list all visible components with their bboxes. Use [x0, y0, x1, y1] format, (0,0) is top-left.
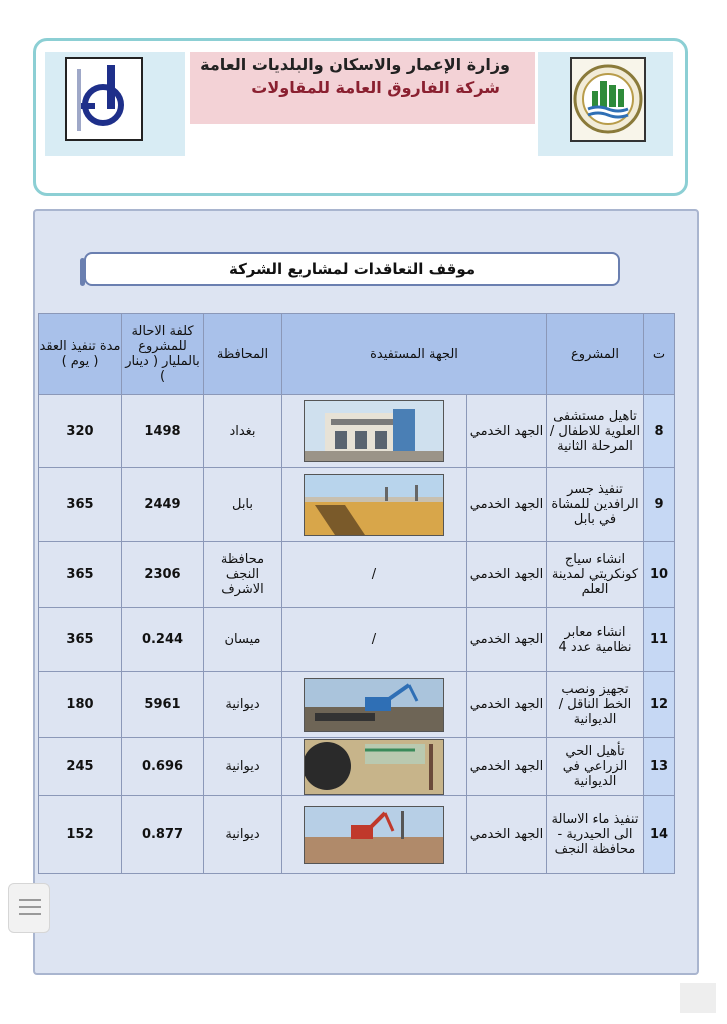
bridge-site-photo-image — [305, 475, 443, 535]
table-row — [39, 542, 675, 608]
company-name: شركة الفاروق العامة للمقاولات — [251, 78, 500, 97]
table-row — [39, 608, 675, 672]
excavator-photo-image — [305, 679, 443, 731]
index-cell: 9 — [644, 468, 675, 542]
duration-cell: 180 — [39, 672, 122, 738]
cost-cell: 2306 — [122, 542, 204, 608]
col-cost: كلفة الاحالة للمشروع بالمليار ( دينار ) — [122, 314, 204, 395]
governorate-cell: ديوانية — [204, 672, 282, 738]
table-row — [39, 738, 675, 796]
beneficiary-cell: الجهد الخدمي — [467, 395, 547, 468]
project-cell: تاهيل مستشفى العلوية للاطفال / المرحلة الثانية — [547, 395, 644, 468]
governorate-cell: بابل — [204, 468, 282, 542]
title-accent-bar — [80, 258, 85, 286]
photo-cell: / — [282, 542, 467, 608]
ministry-logo-icon — [572, 59, 644, 140]
pipes-photo-image — [305, 740, 443, 794]
col-project: المشروع — [547, 314, 644, 395]
photo-cell — [282, 395, 467, 468]
governorate-cell: ديوانية — [204, 738, 282, 796]
building-photo — [304, 400, 444, 462]
beneficiary-cell: الجهد الخدمي — [467, 608, 547, 672]
digger-photo — [304, 806, 444, 864]
col-index: ت — [644, 314, 675, 395]
photo-cell — [282, 796, 467, 874]
index-cell: 8 — [644, 395, 675, 468]
company-logo-icon — [67, 59, 141, 139]
col-beneficiary: الجهة المستفيدة — [282, 314, 547, 395]
col-governorate: المحافظة — [204, 314, 282, 395]
menu-icon-line — [19, 913, 41, 915]
cost-cell: 2449 — [122, 468, 204, 542]
excavator-photo — [304, 678, 444, 732]
table-header-row — [39, 314, 675, 395]
digger-photo-image — [305, 807, 443, 863]
project-cell: تجهيز ونصب الخط الناقل / الديوانية — [547, 672, 644, 738]
index-cell: 13 — [644, 738, 675, 796]
section-title-box — [84, 252, 620, 286]
menu-icon-line — [19, 906, 41, 908]
page-corner — [680, 983, 716, 1013]
photo-cell — [282, 468, 467, 542]
duration-cell: 365 — [39, 542, 122, 608]
project-cell: تنفيذ جسر الرافدين للمشاة في بابل — [547, 468, 644, 542]
duration-cell: 320 — [39, 395, 122, 468]
index-cell: 11 — [644, 608, 675, 672]
project-cell: تنفيذ ماء الاسالة الى الحيدرية - محافظة النجف — [547, 796, 644, 874]
governorate-cell: محافظة النجف الاشرف — [204, 542, 282, 608]
table-row — [39, 672, 675, 738]
beneficiary-cell: الجهد الخدمي — [467, 796, 547, 874]
ministry-name: وزارة الإعمار والاسكان والبلديات العامة — [200, 55, 510, 74]
duration-cell: 365 — [39, 468, 122, 542]
photo-cell — [282, 738, 467, 796]
index-cell: 10 — [644, 542, 675, 608]
index-cell: 12 — [644, 672, 675, 738]
beneficiary-cell: الجهد الخدمي — [467, 468, 547, 542]
company-logo — [65, 57, 143, 141]
table-row — [39, 395, 675, 468]
duration-cell: 152 — [39, 796, 122, 874]
photo-cell: / — [282, 608, 467, 672]
ministry-logo — [570, 57, 646, 142]
cost-cell: 0.877 — [122, 796, 204, 874]
table-row — [39, 796, 675, 874]
governorate-cell: ميسان — [204, 608, 282, 672]
duration-cell: 245 — [39, 738, 122, 796]
bridge-site-photo — [304, 474, 444, 536]
menu-button[interactable] — [8, 883, 50, 933]
cost-cell: 0.696 — [122, 738, 204, 796]
project-cell: انشاء معابر نظامية عدد 4 — [547, 608, 644, 672]
project-cell: انشاء سياج كونكريتي لمدينة العلم — [547, 542, 644, 608]
beneficiary-cell: الجهد الخدمي — [467, 542, 547, 608]
beneficiary-cell: الجهد الخدمي — [467, 672, 547, 738]
duration-cell: 365 — [39, 608, 122, 672]
cost-cell: 5961 — [122, 672, 204, 738]
governorate-cell: بغداد — [204, 395, 282, 468]
pipes-photo — [304, 739, 444, 795]
cost-cell: 0.244 — [122, 608, 204, 672]
project-cell: تأهيل الحي الزراعي في الديوانية — [547, 738, 644, 796]
col-duration: مدة تنفيذ العقد ( يوم ) — [39, 314, 122, 395]
photo-cell — [282, 672, 467, 738]
menu-icon-line — [19, 899, 41, 901]
governorate-cell: ديوانية — [204, 796, 282, 874]
projects-table — [38, 313, 675, 874]
cost-cell: 1498 — [122, 395, 204, 468]
section-title: موقف التعاقدات لمشاريع الشركة — [228, 260, 476, 278]
building-photo-image — [305, 401, 443, 461]
beneficiary-cell: الجهد الخدمي — [467, 738, 547, 796]
table-row — [39, 468, 675, 542]
index-cell: 14 — [644, 796, 675, 874]
